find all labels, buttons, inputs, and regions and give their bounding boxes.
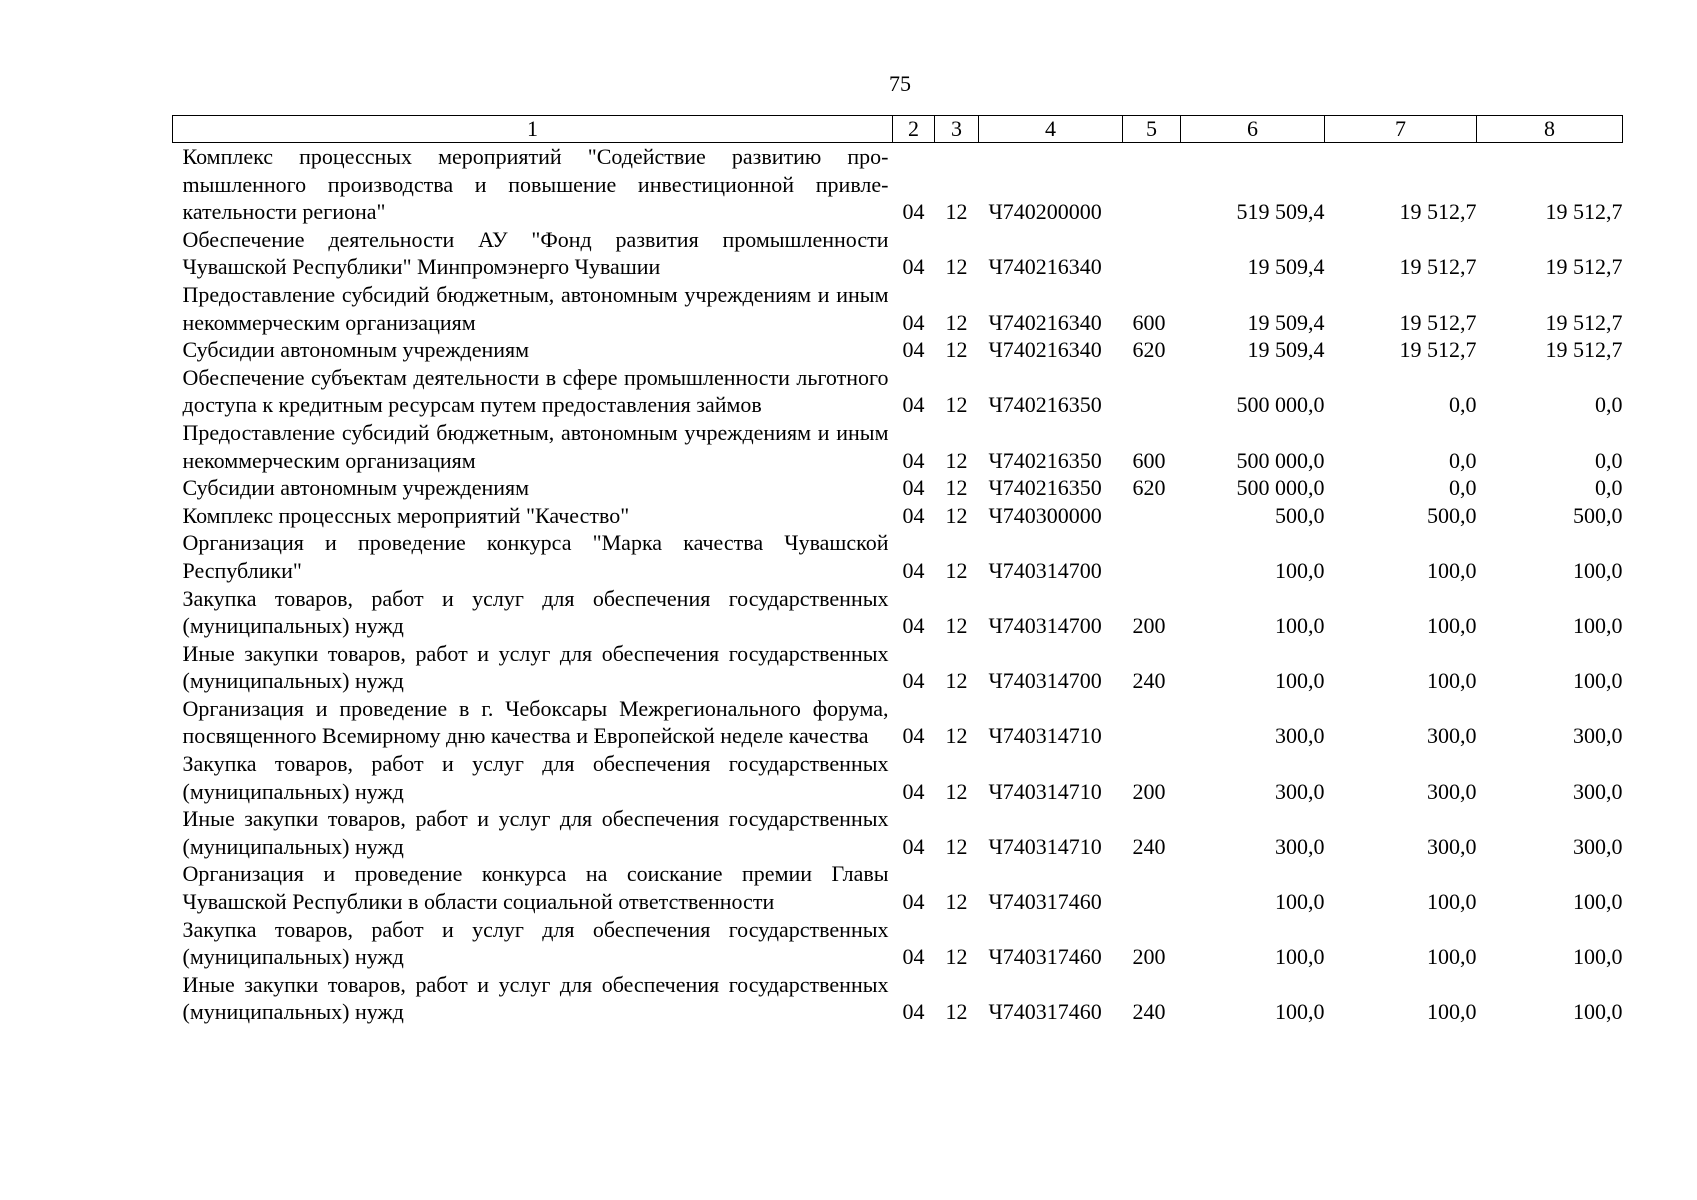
target-article-code: Ч740216350 xyxy=(988,447,1102,473)
target-article-code: Ч740314710 xyxy=(988,833,1102,859)
expense-type-code xyxy=(1123,226,1181,281)
amount-col-7: 100,0 xyxy=(1427,889,1477,915)
amount-col-7: 500,0 xyxy=(1427,502,1477,528)
amount-col-8: 100,0 xyxy=(1573,944,1623,970)
amount-col-6: 19 509,4 xyxy=(1247,309,1325,335)
amount-col-6: 500,0 xyxy=(1275,502,1325,528)
amount-col-7: 100,0 xyxy=(1427,557,1477,583)
amount-col-7: 19 512,7 xyxy=(1399,309,1477,335)
section-code: 04 xyxy=(902,944,925,970)
table-row xyxy=(173,585,1623,640)
table-row xyxy=(173,916,1623,971)
amount-col-8: 300,0 xyxy=(1573,833,1623,859)
target-article-code: Ч740314700 xyxy=(988,613,1102,639)
row-name: Комплекс процессных мероприятий "Содействие развитию проmышленного производства и повышение инвестиционной привлекательности региона" xyxy=(182,144,889,225)
target-article-code: Ч740314710 xyxy=(988,778,1102,804)
table-row xyxy=(173,860,1623,915)
amount-col-7: 100,0 xyxy=(1427,944,1477,970)
amount-col-8: 0,0 xyxy=(1595,447,1623,473)
amount-col-7: 300,0 xyxy=(1427,833,1477,859)
amount-col-6: 500 000,0 xyxy=(1236,392,1325,418)
expense-type-code xyxy=(1123,695,1181,750)
subsection-code: 12 xyxy=(945,337,968,363)
amount-col-6: 500 000,0 xyxy=(1236,447,1325,473)
amount-col-6: 300,0 xyxy=(1275,723,1325,749)
expense-type-code: 200 xyxy=(1132,944,1166,970)
amount-col-7: 0,0 xyxy=(1449,392,1477,418)
amount-col-8: 100,0 xyxy=(1573,613,1623,639)
section-code: 04 xyxy=(902,833,925,859)
target-article-code: Ч740314700 xyxy=(988,557,1102,583)
table-row xyxy=(173,502,1623,530)
page-number: 75 xyxy=(889,71,911,96)
subsection-code: 12 xyxy=(945,889,968,915)
amount-col-6: 19 509,4 xyxy=(1247,254,1325,280)
header-col-7: 7 xyxy=(1325,116,1477,143)
amount-col-7: 100,0 xyxy=(1427,668,1477,694)
row-name: Организация и проведение в г. Чебоксары Межрегионального форума, посвященного Всемирному дню качества и Европейской неделе качества xyxy=(182,695,889,749)
subsection-code: 12 xyxy=(945,613,968,639)
amount-col-6: 19 509,4 xyxy=(1247,337,1325,363)
section-code: 04 xyxy=(902,778,925,804)
amount-col-8: 100,0 xyxy=(1573,889,1623,915)
amount-col-8: 300,0 xyxy=(1573,723,1623,749)
expense-type-code xyxy=(1123,529,1181,584)
header-col-8: 8 xyxy=(1477,116,1623,143)
table-row xyxy=(173,226,1623,281)
row-name: Закупка товаров, работ и услуг для обеспечения государственных (муниципальных) нужд xyxy=(182,751,889,804)
expense-type-code: 200 xyxy=(1132,778,1166,804)
amount-col-6: 100,0 xyxy=(1275,889,1325,915)
section-code: 04 xyxy=(902,475,925,501)
section-code: 04 xyxy=(902,309,925,335)
section-code: 04 xyxy=(902,668,925,694)
amount-col-8: 19 512,7 xyxy=(1545,199,1623,225)
amount-col-8: 300,0 xyxy=(1573,778,1623,804)
budget-table xyxy=(172,115,1623,1026)
amount-col-8: 0,0 xyxy=(1595,475,1623,501)
expense-type-code xyxy=(1123,860,1181,915)
amount-col-7: 0,0 xyxy=(1449,475,1477,501)
expense-type-code xyxy=(1123,502,1181,530)
header-col-1: 1 xyxy=(173,116,893,143)
target-article-code: Ч740216350 xyxy=(988,475,1102,501)
expense-type-code: 200 xyxy=(1132,613,1166,639)
row-name: Субсидии автономным учреждениям xyxy=(182,475,530,501)
amount-col-8: 19 512,7 xyxy=(1545,337,1623,363)
table-row xyxy=(173,364,1623,419)
subsection-code: 12 xyxy=(945,999,968,1025)
amount-col-7: 19 512,7 xyxy=(1399,199,1477,225)
target-article-code: Ч740216350 xyxy=(988,392,1102,418)
amount-col-8: 19 512,7 xyxy=(1545,254,1623,280)
subsection-code: 12 xyxy=(945,254,968,280)
amount-col-6: 519 509,4 xyxy=(1236,199,1325,225)
section-code: 04 xyxy=(902,557,925,583)
amount-col-8: 19 512,7 xyxy=(1545,309,1623,335)
subsection-code: 12 xyxy=(945,447,968,473)
target-article-code: Ч740216340 xyxy=(988,337,1102,363)
target-article-code: Ч740314710 xyxy=(988,723,1102,749)
subsection-code: 12 xyxy=(945,475,968,501)
amount-col-8: 100,0 xyxy=(1573,668,1623,694)
amount-col-8: 500,0 xyxy=(1573,502,1623,528)
target-article-code: Ч740216340 xyxy=(988,309,1102,335)
expense-type-code: 620 xyxy=(1132,337,1166,363)
subsection-code: 12 xyxy=(945,199,968,225)
table-row xyxy=(173,281,1623,336)
amount-col-6: 100,0 xyxy=(1275,668,1325,694)
row-name: Предоставление субсидий бюджетным, автономным учреждениям и иным некоммерческим организациям xyxy=(182,419,889,473)
row-name: Предоставление субсидий бюджетным, автономным учреждениям и иным некоммерческим организациям xyxy=(182,281,889,335)
table-row xyxy=(173,529,1623,584)
amount-col-6: 100,0 xyxy=(1275,944,1325,970)
row-name: Обеспечение деятельности АУ "Фонд развития промышленности Чувашской Республики" Минпромэнерго Чувашии xyxy=(182,226,889,280)
amount-col-7: 100,0 xyxy=(1427,999,1477,1025)
section-code: 04 xyxy=(902,613,925,639)
expense-type-code: 620 xyxy=(1132,475,1166,501)
table-row xyxy=(173,750,1623,805)
table-row xyxy=(173,336,1623,364)
target-article-code: Ч740317460 xyxy=(988,999,1102,1025)
expense-type-code: 600 xyxy=(1132,447,1166,473)
row-name: Организация и проведение конкурса на соискание премии Главы Чувашской Республики в области социальной ответственности xyxy=(182,861,889,915)
target-article-code: Ч740216340 xyxy=(988,254,1102,280)
header-row xyxy=(173,116,1623,143)
subsection-code: 12 xyxy=(945,778,968,804)
table-row xyxy=(173,419,1623,474)
target-article-code: Ч740200000 xyxy=(988,199,1102,225)
subsection-code: 12 xyxy=(945,833,968,859)
section-code: 04 xyxy=(902,999,925,1025)
section-code: 04 xyxy=(902,447,925,473)
expense-type-code: 240 xyxy=(1132,833,1166,859)
amount-col-8: 100,0 xyxy=(1573,999,1623,1025)
expense-type-code xyxy=(1123,143,1181,226)
section-code: 04 xyxy=(902,723,925,749)
target-article-code: Ч740314700 xyxy=(988,668,1102,694)
section-code: 04 xyxy=(902,392,925,418)
target-article-code: Ч740300000 xyxy=(988,502,1102,528)
section-code: 04 xyxy=(902,337,925,363)
amount-col-7: 300,0 xyxy=(1427,723,1477,749)
expense-type-code xyxy=(1123,364,1181,419)
amount-col-7: 100,0 xyxy=(1427,613,1477,639)
row-name: Организация и проведение конкурса "Марка качества Чувашской Республики" xyxy=(182,530,889,583)
expense-type-code: 240 xyxy=(1132,999,1166,1025)
subsection-code: 12 xyxy=(945,502,968,528)
amount-col-6: 500 000,0 xyxy=(1236,475,1325,501)
row-name: Иные закупки товаров, работ и услуг для обеспечения государственных (муниципальных) нужд xyxy=(182,971,889,1025)
subsection-code: 12 xyxy=(945,392,968,418)
subsection-code: 12 xyxy=(945,309,968,335)
row-name: Закупка товаров, работ и услуг для обеспечения государственных (муниципальных) нужд xyxy=(182,916,889,970)
subsection-code: 12 xyxy=(945,723,968,749)
amount-col-8: 0,0 xyxy=(1595,392,1623,418)
table-row xyxy=(173,640,1623,695)
header-col-6: 6 xyxy=(1181,116,1325,143)
target-article-code: Ч740317460 xyxy=(988,944,1102,970)
amount-col-7: 300,0 xyxy=(1427,778,1477,804)
header-col-5: 5 xyxy=(1123,116,1181,143)
amount-col-7: 19 512,7 xyxy=(1399,337,1477,363)
row-name: Иные закупки товаров, работ и услуг для обеспечения государственных (муниципальных) нужд xyxy=(182,640,889,694)
table-header xyxy=(173,116,1623,143)
table-row xyxy=(173,805,1623,860)
header-col-2: 2 xyxy=(893,116,935,143)
table-body xyxy=(173,143,1623,1027)
subsection-code: 12 xyxy=(945,668,968,694)
header-col-4: 4 xyxy=(979,116,1123,143)
amount-col-6: 100,0 xyxy=(1275,999,1325,1025)
amount-col-6: 300,0 xyxy=(1275,778,1325,804)
table-row xyxy=(173,971,1623,1026)
amount-col-7: 19 512,7 xyxy=(1399,254,1477,280)
subsection-code: 12 xyxy=(945,557,968,583)
row-name: Иные закупки товаров, работ и услуг для обеспечения государственных (муниципальных) нужд xyxy=(182,806,889,859)
table-row xyxy=(173,143,1623,226)
section-code: 04 xyxy=(902,889,925,915)
row-name: Обеспечение субъектам деятельности в сфере промышленности льготного доступа к кредитным ресурсам путем предоставления займов xyxy=(182,364,889,418)
subsection-code: 12 xyxy=(945,944,968,970)
amount-col-6: 100,0 xyxy=(1275,557,1325,583)
table-row xyxy=(173,695,1623,750)
amount-col-6: 300,0 xyxy=(1275,833,1325,859)
header-col-3: 3 xyxy=(935,116,979,143)
row-name: Комплекс процессных мероприятий "Качество" xyxy=(182,502,630,528)
row-name: Субсидии автономным учреждениям xyxy=(182,337,530,363)
amount-col-7: 0,0 xyxy=(1449,447,1477,473)
section-code: 04 xyxy=(902,502,925,528)
target-article-code: Ч740317460 xyxy=(988,889,1102,915)
row-name: Закупка товаров, работ и услуг для обеспечения государственных (муниципальных) нужд xyxy=(182,585,889,639)
section-code: 04 xyxy=(902,254,925,280)
section-code: 04 xyxy=(902,199,925,225)
amount-col-6: 100,0 xyxy=(1275,613,1325,639)
expense-type-code: 600 xyxy=(1132,309,1166,335)
amount-col-8: 100,0 xyxy=(1573,557,1623,583)
expense-type-code: 240 xyxy=(1132,668,1166,694)
table-row xyxy=(173,474,1623,502)
